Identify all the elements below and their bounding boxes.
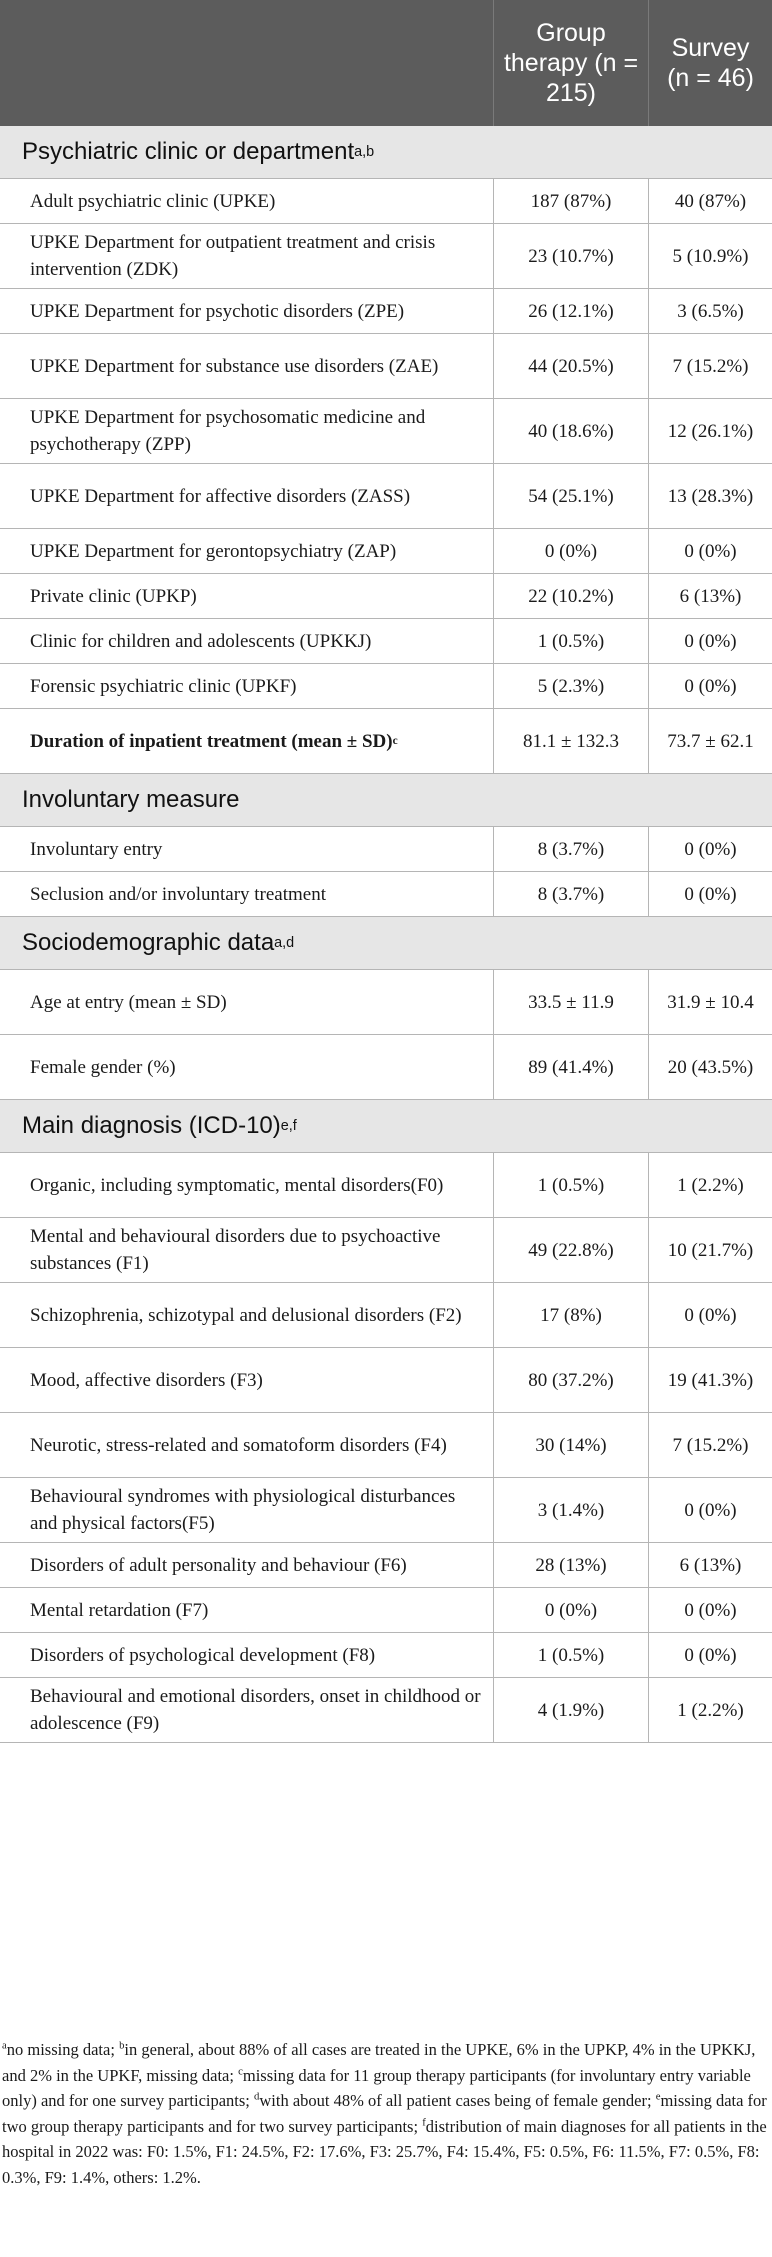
survey-value: 7 (15.2%) <box>648 1413 772 1477</box>
footnote-marker: f <box>422 2116 426 2128</box>
row-label-cell <box>0 872 493 916</box>
row-label-cell <box>0 1413 493 1477</box>
table-row <box>0 179 772 224</box>
group-therapy-value: 30 (14%) <box>493 1413 648 1477</box>
row-label-cell: Duration of inpatient treatment (mean ± SD) c <box>0 709 493 773</box>
survey-value: 0 (0%) <box>648 619 772 663</box>
survey-value: 1 (2.2%) <box>648 1153 772 1217</box>
survey-value: 40 (87%) <box>648 179 772 223</box>
survey-value: 0 (0%) <box>648 529 772 573</box>
survey-value: 5 (10.9%) <box>648 224 772 288</box>
row-label-cell <box>0 1543 493 1587</box>
row-label: Involuntary entry <box>30 838 163 860</box>
footnote-marker: d <box>254 2090 260 2103</box>
survey-value: 20 (43.5%) <box>648 1035 772 1099</box>
table-row <box>0 970 772 1035</box>
footnote-segment <box>254 2091 656 2110</box>
group-therapy-value: 28 (13%) <box>493 1543 648 1587</box>
survey-value: 0 (0%) <box>648 664 772 708</box>
table-row <box>0 1348 772 1413</box>
row-label-cell <box>0 619 493 663</box>
row-label-cell <box>0 289 493 333</box>
row-label-cell <box>0 1035 493 1099</box>
row-label-cell <box>0 664 493 708</box>
group-therapy-value: 8 (3.7%) <box>493 872 648 916</box>
table-row <box>0 664 772 709</box>
row-label-cell <box>0 334 493 398</box>
survey-value: 1 (2.2%) <box>648 1678 772 1742</box>
survey-value: 12 (26.1%) <box>648 399 772 463</box>
survey-value: 13 (28.3%) <box>648 464 772 528</box>
group-therapy-value: 80 (37.2%) <box>493 1348 648 1412</box>
survey-value: 0 (0%) <box>648 827 772 871</box>
table-header <box>0 0 772 126</box>
row-label-cell <box>0 1283 493 1347</box>
table-row <box>0 827 772 872</box>
row-label: UPKE Department for affective disorders (ZASS) <box>30 485 411 507</box>
survey-value: 0 (0%) <box>648 872 772 916</box>
survey-value: 0 (0%) <box>648 1588 772 1632</box>
table-row <box>0 1633 772 1678</box>
table-body <box>0 126 772 1743</box>
group-therapy-value: 187 (87%) <box>493 179 648 223</box>
row-label: Female gender (%) <box>30 1056 176 1078</box>
row-label-cell <box>0 179 493 223</box>
section-header: Psychiatric clinic or department a,b <box>0 126 772 179</box>
row-label-cell <box>0 827 493 871</box>
table-row <box>0 619 772 664</box>
row-label-cell <box>0 399 493 463</box>
footnote-text: no missing data; <box>6 2040 120 2059</box>
row-label: UPKE Department for psychosomatic medicine and psychotherapy (ZPP) <box>30 407 426 455</box>
table-row <box>0 1218 772 1283</box>
row-label: Behavioural syndromes with physiological disturbances and physical factors(F5) <box>30 1486 456 1534</box>
group-therapy-value: 22 (10.2%) <box>493 574 648 618</box>
row-label-cell <box>0 1348 493 1412</box>
footnote-marker: c <box>238 2065 243 2077</box>
section-header <box>0 774 772 827</box>
group-therapy-value: 89 (41.4%) <box>493 1035 648 1099</box>
row-label: Mental and behavioural disorders due to psychoactive substances (F1) <box>30 1226 441 1274</box>
section-title: Main diagnosis (ICD-10) <box>22 1112 281 1139</box>
header-survey: Survey (n = 46) <box>648 0 772 126</box>
row-label: UPKE Department for psychotic disorders (ZPE) <box>30 300 405 322</box>
group-therapy-value: 1 (0.5%) <box>493 619 648 663</box>
table-row <box>0 1035 772 1100</box>
row-label-cell <box>0 574 493 618</box>
row-label: Neurotic, stress-related and somatoform disorders (F4) <box>30 1434 447 1456</box>
row-label: Mood, affective disorders (F3) <box>30 1369 263 1391</box>
group-therapy-value: 0 (0%) <box>493 529 648 573</box>
table-row <box>0 529 772 574</box>
group-therapy-value: 1 (0.5%) <box>493 1633 648 1677</box>
row-label: UPKE Department for substance use disorders (ZAE) <box>30 355 439 377</box>
table-row <box>0 1588 772 1633</box>
row-label: Private clinic (UPKP) <box>30 585 197 607</box>
table-row <box>0 224 772 289</box>
group-therapy-value: 33.5 ± 11.9 <box>493 970 648 1034</box>
row-label: Disorders of adult personality and behaviour (F6) <box>30 1554 407 1576</box>
table-row <box>0 1283 772 1348</box>
row-label: Adult psychiatric clinic (UPKE) <box>30 190 276 212</box>
group-therapy-value: 0 (0%) <box>493 1588 648 1632</box>
group-therapy-value: 26 (12.1%) <box>493 289 648 333</box>
group-therapy-value: 44 (20.5%) <box>493 334 648 398</box>
row-label: Organic, including symptomatic, mental disorders(F0) <box>30 1174 444 1196</box>
footnote-marker: e <box>655 2090 661 2103</box>
table-row <box>0 1413 772 1478</box>
row-label-cell <box>0 1633 493 1677</box>
footnote-marker: a <box>2 2039 7 2052</box>
footnote-text: in general, about 88% of all cases are treated in the UPKE, 6% in the UPKP, 4% in the UPKKJ, and 2% in the UPKF, missing data; <box>2 2040 756 2085</box>
group-therapy-value: 54 (25.1%) <box>493 464 648 528</box>
row-label-cell <box>0 224 493 288</box>
table-row <box>0 574 772 619</box>
table-row <box>0 289 772 334</box>
footnote-text: missing data for two group therapy participants and for two survey participants; <box>2 2091 767 2136</box>
group-therapy-value: 5 (2.3%) <box>493 664 648 708</box>
table-row <box>0 1478 772 1543</box>
table-row <box>0 334 772 399</box>
group-therapy-value: 40 (18.6%) <box>493 399 648 463</box>
row-label: Behavioural and emotional disorders, onset in childhood or adolescence (F9) <box>30 1686 481 1734</box>
survey-value: 7 (15.2%) <box>648 334 772 398</box>
table-row <box>0 1153 772 1218</box>
row-label: Disorders of psychological development (F8) <box>30 1644 376 1666</box>
footnote-marker: b <box>119 2039 125 2052</box>
row-label: Schizophrenia, schizotypal and delusional disorders (F2) <box>30 1304 462 1326</box>
section-header: Sociodemographic data a,d <box>0 917 772 970</box>
survey-value: 0 (0%) <box>648 1633 772 1677</box>
row-label: Mental retardation (F7) <box>30 1599 209 1621</box>
row-label: Clinic for children and adolescents (UPKKJ) <box>30 630 372 652</box>
survey-value: 6 (13%) <box>648 574 772 618</box>
survey-value: 0 (0%) <box>648 1283 772 1347</box>
survey-value: 3 (6.5%) <box>648 289 772 333</box>
survey-value: 6 (13%) <box>648 1543 772 1587</box>
survey-value: 31.9 ± 10.4 <box>648 970 772 1034</box>
table-row <box>0 709 772 774</box>
row-label: Seclusion and/or involuntary treatment <box>30 883 327 905</box>
row-label-cell <box>0 1588 493 1632</box>
row-label: Age at entry (mean ± SD) <box>30 991 227 1013</box>
table-row <box>0 1678 772 1743</box>
row-label-cell <box>0 1218 493 1282</box>
header-blank-cell <box>0 0 493 126</box>
group-therapy-value: 4 (1.9%) <box>493 1678 648 1742</box>
row-label-cell <box>0 970 493 1034</box>
row-label-cell <box>0 464 493 528</box>
group-therapy-value: 23 (10.7%) <box>493 224 648 288</box>
table-row <box>0 399 772 464</box>
group-therapy-value: 17 (8%) <box>493 1283 648 1347</box>
group-therapy-value: 1 (0.5%) <box>493 1153 648 1217</box>
survey-value: 19 (41.3%) <box>648 1348 772 1412</box>
row-label: UPKE Department for outpatient treatment and crisis intervention (ZDK) <box>30 232 436 280</box>
table-row <box>0 1543 772 1588</box>
group-therapy-value: 49 (22.8%) <box>493 1218 648 1282</box>
row-label: Duration of inpatient treatment (mean ± SD) <box>30 730 393 752</box>
section-title: Involuntary measure <box>22 786 240 813</box>
survey-value: 10 (21.7%) <box>648 1218 772 1282</box>
footnote-text: missing data for 11 group therapy participants (for involuntary entry variable only) and for one survey participants; <box>2 2065 751 2110</box>
row-label-cell <box>0 1478 493 1542</box>
section-title: Sociodemographic data <box>22 929 275 956</box>
footnote-text: with about 48% of all patient cases being of female gender; <box>259 2091 656 2110</box>
footnote-text: distribution of main diagnoses for all patients in the hospital in 2022 was: F0: 1.5%, F1: 24.5%, F2: 17.6%, F3: 25.7%, F4: 15.4%, F5: 0.5%, F6: 11.5%, F7: 0.5%, F8: 0.3%, F9: 1.4%, others: 1.2%. <box>2 2116 767 2187</box>
section-header: Main diagnosis (ICD-10) e,f <box>0 1100 772 1153</box>
row-label: UPKE Department for gerontopsychiatry (ZAP) <box>30 540 397 562</box>
header-group-therapy: Group therapy (n = 215) <box>493 0 648 126</box>
row-label-cell <box>0 1678 493 1742</box>
group-therapy-value: 3 (1.4%) <box>493 1478 648 1542</box>
row-label-cell <box>0 529 493 573</box>
footnote-segment <box>2 2040 119 2059</box>
row-label-cell <box>0 1153 493 1217</box>
survey-value: 0 (0%) <box>648 1478 772 1542</box>
row-label: Forensic psychiatric clinic (UPKF) <box>30 675 297 697</box>
group-therapy-value: 81.1 ± 132.3 <box>493 709 648 773</box>
survey-value: 73.7 ± 62.1 <box>648 709 772 773</box>
table-footnote <box>0 2037 772 2190</box>
group-therapy-value: 8 (3.7%) <box>493 827 648 871</box>
table-row <box>0 464 772 529</box>
section-title: Psychiatric clinic or department <box>22 138 355 165</box>
table-row <box>0 872 772 917</box>
